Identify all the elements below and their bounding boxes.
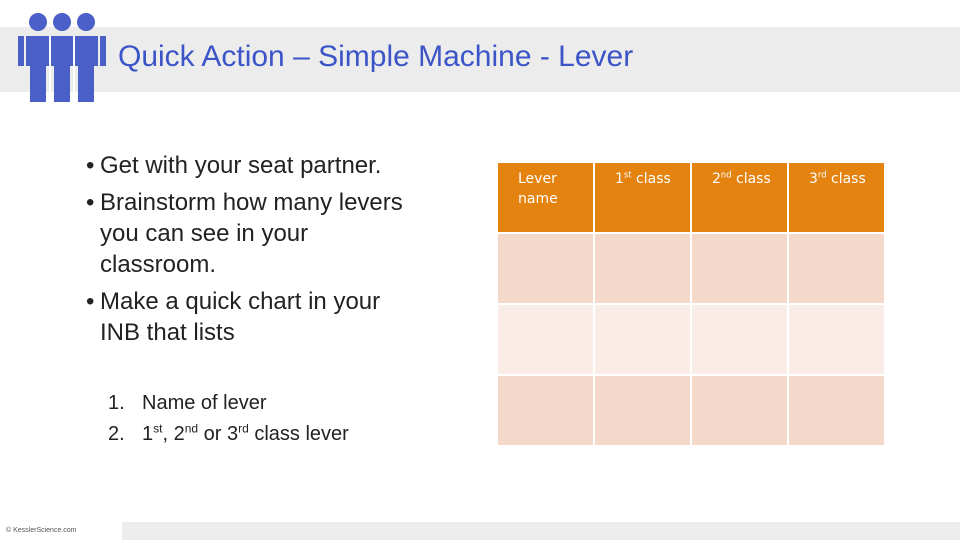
numbered-item	[108, 419, 349, 450]
three-people-icon	[18, 12, 106, 102]
copyright-text: © KesslerScience.com	[6, 527, 77, 534]
header-number: 1	[615, 171, 624, 187]
table-cell	[691, 233, 788, 304]
header-text: class	[731, 171, 771, 187]
item-text-part: , 2	[162, 423, 185, 445]
header-number: 3	[809, 171, 818, 187]
item-number: 2.	[108, 423, 125, 445]
item-text-part: or 3	[198, 423, 239, 445]
item-number: 1.	[108, 392, 125, 414]
header-text-line: Lever	[518, 171, 557, 187]
header-number: 2	[712, 171, 721, 187]
lever-chart-table	[496, 161, 886, 447]
numbered-item	[108, 388, 349, 419]
table-row	[497, 233, 885, 304]
table-cell	[497, 233, 594, 304]
header-text: class	[631, 171, 671, 187]
item-text-part: 1	[142, 423, 154, 445]
bullet-list	[86, 150, 416, 354]
ordinal-suffix: st	[623, 169, 632, 180]
table-cell	[788, 375, 885, 446]
table-cell	[497, 375, 594, 446]
bullet-item	[86, 187, 416, 280]
table-cell	[691, 304, 788, 375]
numbered-list	[108, 388, 349, 450]
header-lever-name	[497, 162, 594, 233]
item-text-part: class lever	[248, 423, 349, 445]
table-cell	[594, 233, 691, 304]
footer-strip	[122, 522, 960, 540]
table-cell	[788, 233, 885, 304]
bullet-item	[86, 150, 416, 181]
table-cell	[497, 304, 594, 375]
header-3rd-class	[788, 162, 885, 233]
table-header-row	[497, 162, 885, 233]
table-cell	[788, 304, 885, 375]
item-text: Name of lever	[142, 392, 267, 414]
header-text: class	[826, 171, 866, 187]
header-2nd-class	[691, 162, 788, 233]
slide-title: Quick Action – Simple Machine - Lever	[118, 40, 634, 73]
table-cell	[594, 304, 691, 375]
ordinal-suffix: rd	[817, 169, 827, 180]
header-text-line: name	[518, 191, 558, 207]
bullet-marker: •	[86, 152, 95, 179]
table-row	[497, 304, 885, 375]
bullet-marker: •	[86, 189, 95, 216]
ordinal-suffix: nd	[184, 421, 199, 436]
bullet-item	[86, 286, 416, 348]
bullet-text: Brainstorm how many levers you can see in your classroom.	[100, 189, 403, 278]
table-row	[497, 375, 885, 446]
table-cell	[594, 375, 691, 446]
bullet-text: Get with your seat partner.	[100, 152, 382, 179]
ordinal-suffix: rd	[238, 421, 249, 436]
table-cell	[691, 375, 788, 446]
bullet-text: Make a quick chart in your INB that lists	[100, 288, 381, 346]
ordinal-suffix: st	[153, 421, 163, 436]
ordinal-suffix: nd	[720, 169, 732, 180]
bullet-marker: •	[86, 288, 95, 315]
header-1st-class	[594, 162, 691, 233]
